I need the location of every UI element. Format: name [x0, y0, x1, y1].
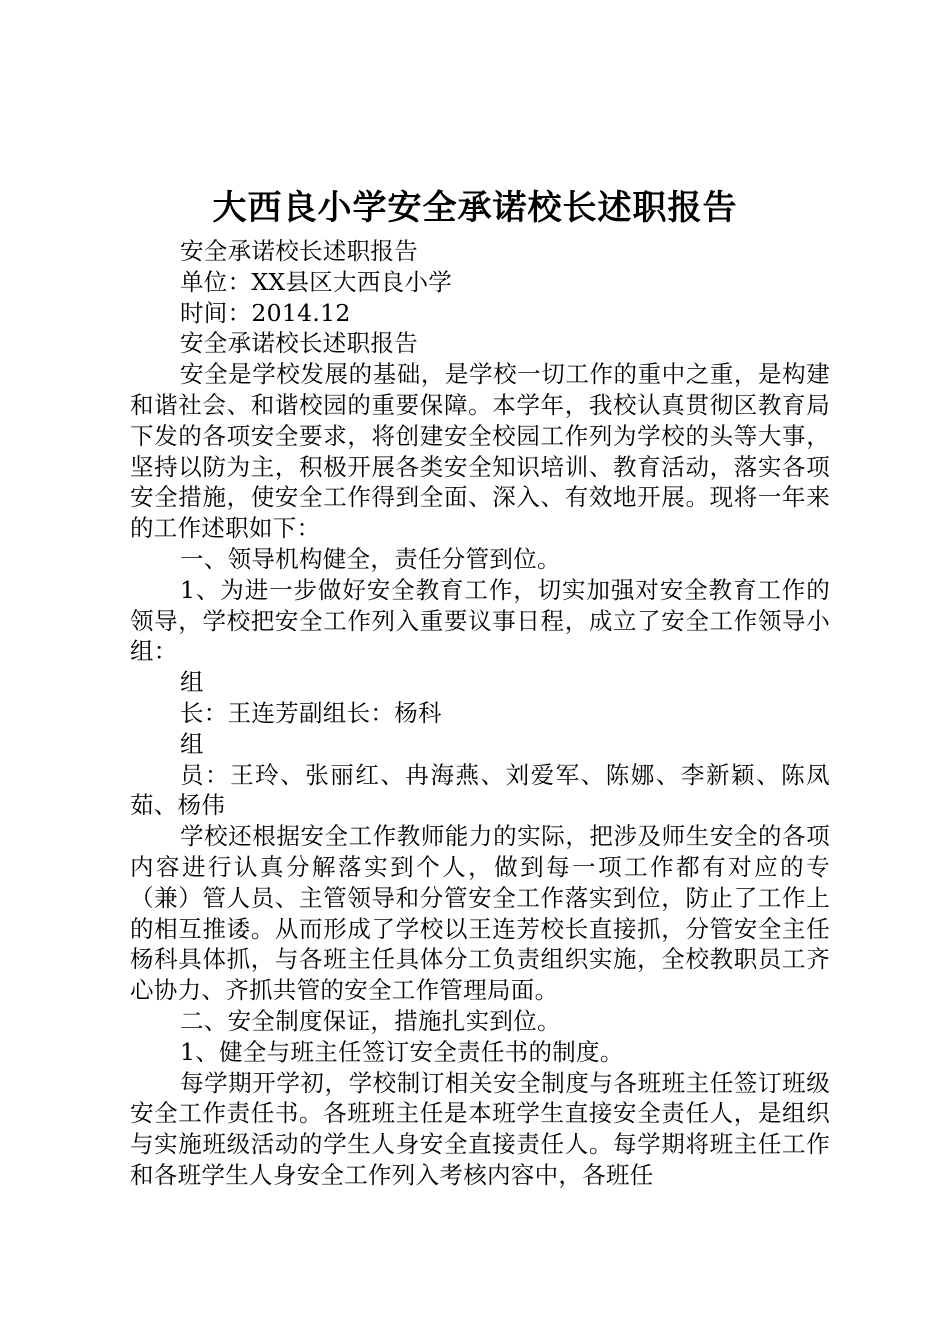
- paragraph-semester: 每学期开学初，学校制订相关安全制度与各班班主任签订班级安全工作责任书。各班班主任是本班学生直接安全责任人，是组织与实施班级活动的学生人身安全直接责任人。每学期将班主任工作和各班学生人身安全工作列入考核内容中，各班任: [130, 1068, 830, 1189]
- paragraph-intro: 安全是学校发展的基础，是学校一切工作的重中之重，是构建和谐社会、和谐校园的重要保障。本学年，我校认真贯彻区教育局下发的各项安全要求，将创建安全校园工作列为学校的头等大事，坚持以防为主，积极开展各类安全知识培训、教育活动，落实各项安全措施，使安全工作得到全面、深入、有效地开展。现将一年来的工作述职如下：: [130, 360, 830, 543]
- document-title: 大西良小学安全承诺校长述职报告: [212, 188, 738, 228]
- paragraph-date: 时间：2014.12: [180, 298, 351, 327]
- paragraph-system: 1、健全与班主任签订安全责任书的制度。: [180, 1037, 624, 1066]
- paragraph-group-members: 员：王玲、张丽红、冉海燕、刘爱军、陈娜、李新颖、陈凤茹、杨伟: [130, 760, 830, 820]
- section-heading-2: 二、安全制度保证，措施扎实到位。: [180, 1006, 561, 1035]
- paragraph-unit: 单位：XX县区大西良小学: [180, 267, 453, 296]
- section-heading-1: 一、领导机构健全，责任分管到位。: [180, 544, 561, 573]
- paragraph-responsibility: 学校还根据安全工作教师能力的实际，把涉及师生安全的各项内容进行认真分解落实到个人，做到每一项工作都有对应的专（兼）管人员、主管领导和分管安全工作落实到位，防止了工作上的相互推诿。从而形成了学校以王连芳校长直接抓，分管安全主任杨科具体抓，与各班主任具体分工负责组织实施，全校教职员工齐心协力、齐抓共管的安全工作管理局面。: [130, 822, 830, 1005]
- paragraph-subheading: 安全承诺校长述职报告: [180, 329, 418, 358]
- paragraph-leadership: 1、为进一步做好安全教育工作，切实加强对安全教育工作的领导，学校把安全工作列入重要议事日程，成立了安全工作领导小组：: [130, 575, 830, 666]
- paragraph-group-label: 组: [180, 668, 204, 697]
- paragraph-heading: 安全承诺校长述职报告: [180, 237, 418, 265]
- document-body: [130, 236, 830, 1191]
- paragraph-group-leader: 长：王连芳副组长：杨科: [180, 698, 442, 727]
- paragraph-group-label-2: 组: [180, 729, 204, 758]
